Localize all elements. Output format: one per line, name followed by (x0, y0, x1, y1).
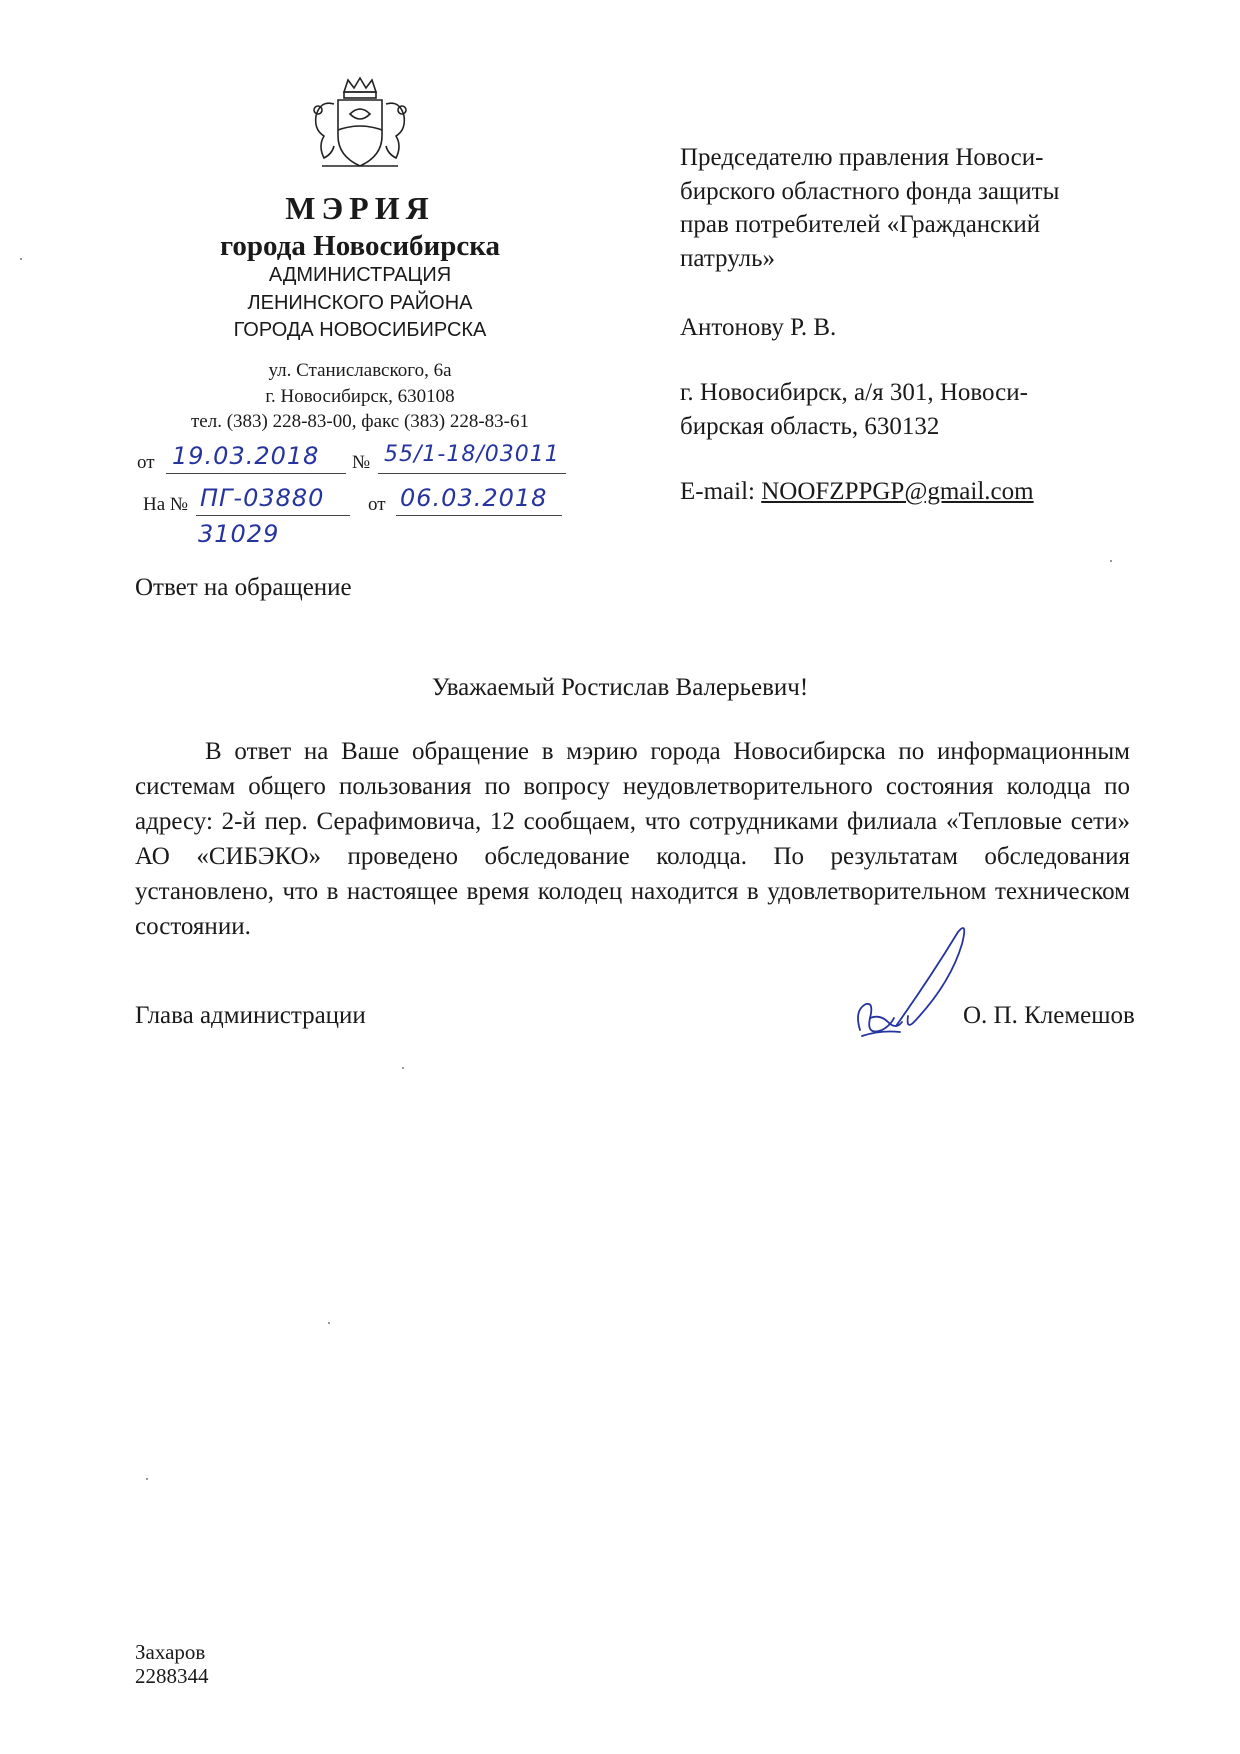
executor-name: Захаров (135, 1640, 206, 1664)
office-address-line: г. Новосибирск, 630108 (265, 386, 455, 407)
recipient-line: бирского областного фонда защиты (680, 178, 1060, 205)
recipient-email (680, 479, 1034, 504)
scan-speck (328, 1322, 330, 1324)
reference-number-extra: 31029 (198, 520, 280, 548)
reference-underline (196, 515, 350, 516)
scan-speck (20, 258, 22, 260)
email-link[interactable]: NOOFZPPGP@gmail.com (761, 478, 1034, 505)
coat-of-arms-icon (294, 74, 426, 174)
date-label: от (137, 452, 155, 473)
mayor-office-title: МЭРИЯ (285, 190, 435, 226)
signer-title: Глава администрации (135, 1002, 366, 1029)
salutation: Уважаемый Ростислав Валерьевич! (431, 674, 809, 701)
reference-number: ПГ-03880 (200, 484, 325, 512)
recipient-address-line: г. Новосибирск, а/я 301, Новоси- (680, 379, 1028, 406)
recipient-line: прав потребителей «Гражданский (680, 211, 1041, 238)
outgoing-number: 55/1-18/03011 (384, 442, 560, 467)
outgoing-date: 19.03.2018 (172, 442, 320, 470)
scan-speck (402, 1067, 404, 1069)
executor-phone: 2288344 (135, 1664, 209, 1688)
reference-date-label: от (368, 494, 386, 515)
city-title: города Новосибирска (219, 230, 501, 262)
administration-line: ЛЕНИНСКОГО РАЙОНА (247, 292, 473, 314)
letter-body (135, 734, 1130, 944)
date-underline (166, 473, 346, 474)
reference-label: На № (143, 494, 189, 515)
recipient-line: Председателю правления Новоси- (680, 144, 1044, 171)
reference-date-underline (396, 515, 562, 516)
number-underline (378, 473, 566, 474)
administration-line: АДМИНИСТРАЦИЯ (268, 264, 452, 286)
recipient-line: патруль» (680, 245, 776, 272)
recipient-address-line: бирская область, 630132 (680, 413, 940, 440)
administration-line: ГОРОДА НОВОСИБИРСКА (233, 319, 487, 341)
reference-date: 06.03.2018 (400, 484, 548, 512)
signer-name: О. П. Клемешов (963, 1002, 1135, 1029)
email-label: E-mail: (680, 478, 762, 505)
number-label: № (352, 452, 371, 473)
body-paragraph: В ответ на Ваше обращение в мэрию города Новосибирска по информационным системам общего пользования по вопросу неудовлетворительного состояния колодца по адресу: 2-й пер. Серафимовича, 12 сообщаем, что сотрудниками филиала «Тепловые сети» АО «СИБЭКО» проведено обследование колодца. По результатам обследования установлено, что в настоящее время колодец находится в удовлетворительном техническом состоянии. (135, 738, 1130, 940)
letter-subject: Ответ на обращение (135, 574, 352, 601)
recipient-name: Антонову Р. В. (680, 314, 837, 341)
office-contacts-line: тел. (383) 228-83-00, факс (383) 228-83-61 (190, 411, 530, 432)
office-address-line: ул. Станиславского, 6а (268, 360, 452, 381)
scan-speck (1110, 560, 1112, 562)
scan-speck (146, 1478, 148, 1480)
